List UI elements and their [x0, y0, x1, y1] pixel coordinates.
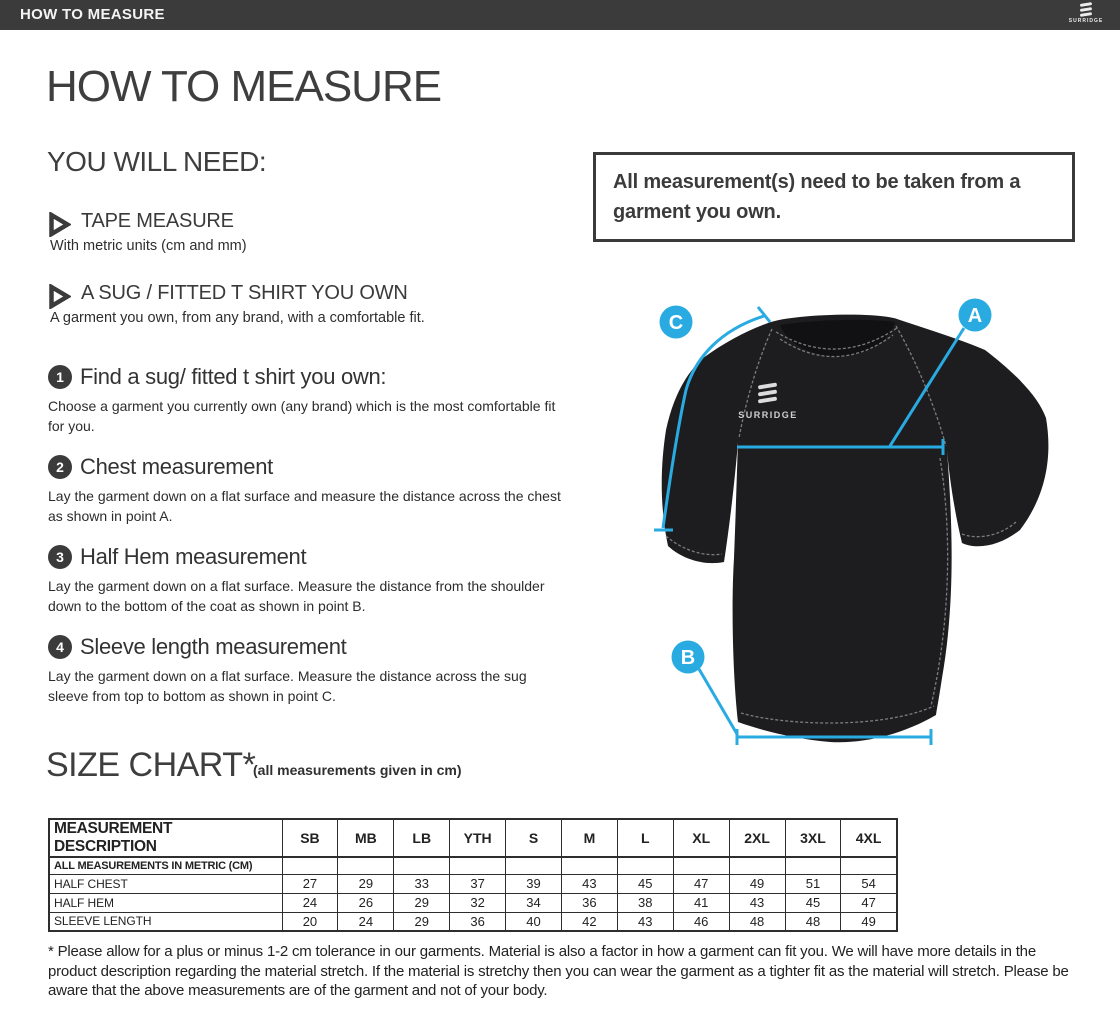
column-header: S: [506, 819, 562, 857]
step-description: Lay the garment down on a flat surface. Measure the distance across the sug sleeve from top to bottom as shown in point C.: [48, 668, 527, 704]
surridge-logo-icon: [1066, 2, 1106, 28]
empty-cell: [338, 857, 394, 874]
empty-cell: [841, 857, 897, 874]
step-3: [48, 544, 568, 616]
size-chart-table: [48, 818, 898, 932]
value-cell: 32: [450, 893, 506, 912]
column-header: 2XL: [729, 819, 785, 857]
column-header: MB: [338, 819, 394, 857]
step-number-badge: 1: [48, 365, 72, 389]
row-label: HALF HEM: [49, 893, 282, 912]
value-cell: 41: [673, 893, 729, 912]
value-cell: 49: [729, 874, 785, 893]
value-cell: 47: [841, 893, 897, 912]
top-bar-title: HOW TO MEASURE: [20, 6, 165, 23]
step-description: Lay the garment down on a flat surface. Measure the distance from the shoulder down to the bottom of the coat as shown in point B.: [48, 578, 545, 614]
page-title: HOW TO MEASURE: [46, 62, 442, 111]
measurement-callout-box: All measurement(s) need to be taken from a garment you own.: [593, 152, 1075, 242]
you-will-need-heading: YOU WILL NEED:: [47, 146, 267, 177]
column-header: LB: [394, 819, 450, 857]
tolerance-footnote: * Please allow for a plus or minus 1-2 cm tolerance in our garments. Material is also a factor in how a garment can fit you. We will have more details in the product description regarding the material stretch. If the material is stretchy then you can wear the garment as a tighter fit as the material will stretch. Please be aware that the above measurements are of the garment and not of your body.: [48, 943, 1069, 999]
value-cell: 34: [506, 893, 562, 912]
surridge-s-mark-icon: [1077, 2, 1095, 18]
empty-cell: [785, 857, 841, 874]
value-cell: 29: [394, 893, 450, 912]
step-description: Lay the garment down on a flat surface and measure the distance across the chest as shown in point A.: [48, 488, 561, 524]
empty-cell: [450, 857, 506, 874]
need-item-tape-measure: [48, 210, 247, 254]
shirt-diagram-svg: [600, 278, 1112, 808]
value-cell: 36: [450, 912, 506, 931]
value-cell: 45: [785, 893, 841, 912]
value-cell: 43: [561, 874, 617, 893]
empty-cell: [282, 857, 338, 874]
empty-cell: [561, 857, 617, 874]
shirt-logo-word: SURRIDGE: [738, 410, 798, 420]
value-cell: 38: [617, 893, 673, 912]
column-header: MEASUREMENT DESCRIPTION: [49, 819, 282, 857]
step-title: Sleeve length measurement: [80, 634, 347, 659]
step-title: Find a sug/ fitted t shirt you own:: [80, 364, 387, 389]
value-cell: 49: [841, 912, 897, 931]
value-cell: 24: [282, 893, 338, 912]
value-cell: 48: [729, 912, 785, 931]
empty-cell: [617, 857, 673, 874]
column-header: SB: [282, 819, 338, 857]
value-cell: 39: [506, 874, 562, 893]
table-row: [49, 912, 897, 931]
value-cell: 40: [506, 912, 562, 931]
column-header: 3XL: [785, 819, 841, 857]
step-4: [48, 634, 568, 706]
value-cell: 47: [673, 874, 729, 893]
value-cell: 33: [394, 874, 450, 893]
value-cell: 54: [841, 874, 897, 893]
value-cell: 29: [338, 874, 394, 893]
need-item-title: TAPE MEASURE: [81, 210, 234, 232]
need-item-fitted-tshirt: [48, 282, 425, 326]
value-cell: 48: [785, 912, 841, 931]
column-header: 4XL: [841, 819, 897, 857]
step-description: Choose a garment you currently own (any brand) which is the most comfortable fit for you.: [48, 398, 556, 434]
empty-cell: [506, 857, 562, 874]
value-cell: 27: [282, 874, 338, 893]
surridge-logo-word: SURRIDGE: [1068, 18, 1104, 24]
value-cell: 24: [338, 912, 394, 931]
step-1: [48, 364, 568, 436]
column-header: M: [561, 819, 617, 857]
row-label: HALF CHEST: [49, 874, 282, 893]
column-header: YTH: [450, 819, 506, 857]
value-cell: 26: [338, 893, 394, 912]
value-cell: 29: [394, 912, 450, 931]
triangle-bullet-icon: [48, 284, 71, 309]
marker-b-label: B: [680, 647, 696, 669]
step-title: Chest measurement: [80, 454, 273, 479]
value-cell: 20: [282, 912, 338, 931]
step-2: [48, 454, 568, 526]
row-label: SLEEVE LENGTH: [49, 912, 282, 931]
value-cell: 45: [617, 874, 673, 893]
need-item-title: A SUG / FITTED T SHIRT YOU OWN: [81, 282, 408, 304]
value-cell: 36: [561, 893, 617, 912]
value-cell: 37: [450, 874, 506, 893]
value-cell: 43: [617, 912, 673, 931]
top-bar: [0, 0, 1120, 30]
need-item-description: A garment you own, from any brand, with a comfortable fit.: [50, 310, 425, 326]
marker-a-label: A: [967, 305, 983, 327]
empty-cell: [394, 857, 450, 874]
empty-cell: [729, 857, 785, 874]
table-row: [49, 893, 897, 912]
table-row: [49, 874, 897, 893]
marker-c-label: C: [668, 312, 684, 334]
triangle-bullet-icon: [48, 212, 71, 237]
step-number-badge: 3: [48, 545, 72, 569]
column-header: XL: [673, 819, 729, 857]
value-cell: 51: [785, 874, 841, 893]
shirt-silhouette: [662, 315, 1049, 743]
empty-cell: [673, 857, 729, 874]
size-chart-heading: SIZE CHART*: [46, 746, 256, 784]
value-cell: 43: [729, 893, 785, 912]
step-title: Half Hem measurement: [80, 544, 307, 569]
step-number-badge: 2: [48, 455, 72, 479]
column-header: L: [617, 819, 673, 857]
value-cell: 46: [673, 912, 729, 931]
size-chart-subtitle: (all measurements given in cm): [253, 762, 462, 778]
shirt-measurement-diagram: [600, 278, 1112, 808]
need-item-description: With metric units (cm and mm): [50, 238, 247, 254]
metric-note-cell: ALL MEASUREMENTS IN METRIC (CM): [49, 857, 282, 874]
value-cell: 42: [561, 912, 617, 931]
step-number-badge: 4: [48, 635, 72, 659]
